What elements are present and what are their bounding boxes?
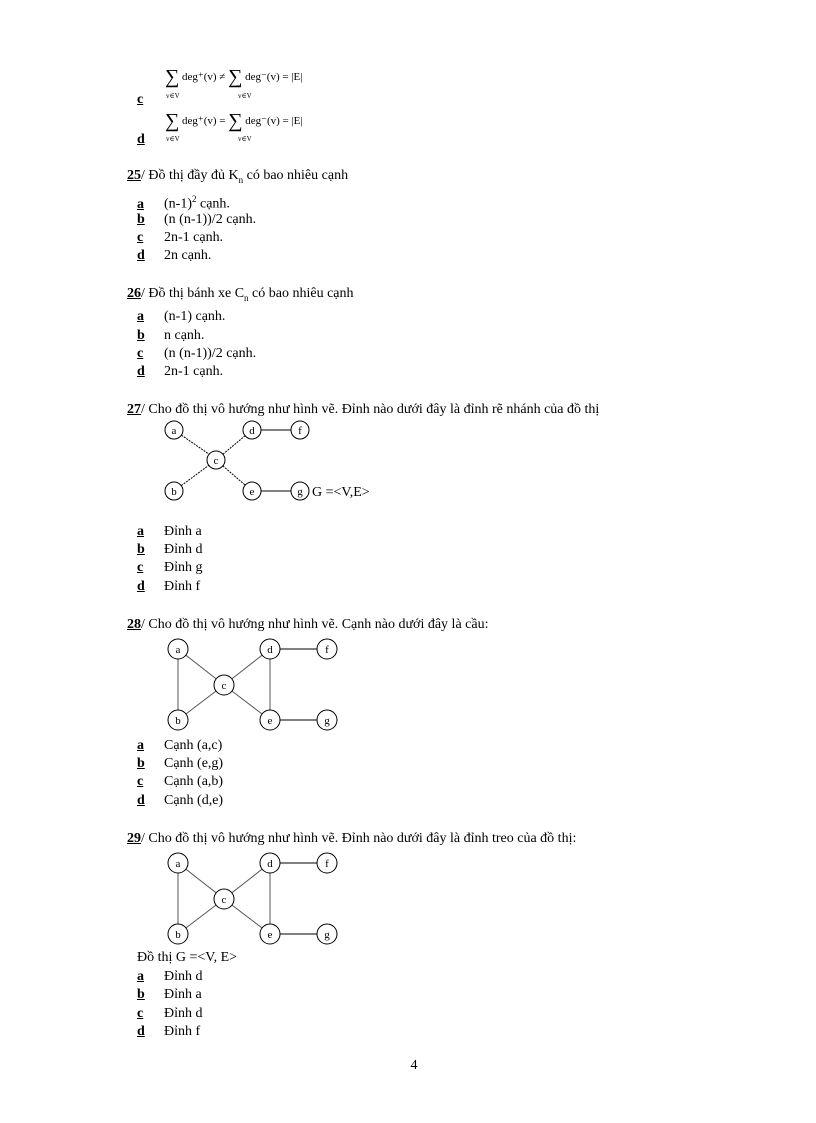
question-text: / Cho đồ thị vô hướng như hình vẽ. Đỉnh nào dưới đây là đỉnh treo của đồ thị:: [141, 831, 577, 846]
option-text: Đỉnh d: [164, 542, 203, 557]
node-f: f: [325, 858, 329, 870]
option-text: Cạnh (a,c): [164, 738, 223, 753]
option-28-a[interactable]: [137, 737, 222, 754]
option-text: (n (n-1))/2 cạnh.: [164, 212, 257, 227]
option-letter: b: [137, 756, 145, 771]
node-a: a: [175, 644, 181, 656]
question-number: 28: [127, 617, 141, 632]
option-letter: b: [137, 542, 145, 557]
formula-c-sub-1: v∈V: [166, 92, 180, 100]
option-sup: 2: [192, 194, 197, 204]
formula-c-lhs: deg⁺(v): [182, 71, 217, 83]
node-e: e: [249, 486, 255, 498]
formula-c-rhs: deg⁻(v) = |E|: [245, 71, 303, 83]
question-26: [127, 285, 354, 307]
node-c: c: [221, 680, 227, 692]
node-b: b: [175, 929, 181, 941]
option-letter: a: [137, 738, 144, 753]
option-29-d[interactable]: [137, 1023, 200, 1040]
option-text: Đỉnh f: [164, 1024, 201, 1039]
graph-caption: Đồ thị G =<V, E>: [137, 950, 238, 965]
option-letter: c: [137, 346, 144, 361]
option-letter: c: [137, 92, 144, 107]
option-29-b[interactable]: [137, 986, 202, 1003]
question-number: 26: [127, 286, 141, 301]
option-letter: c: [137, 560, 144, 575]
option-text: Đỉnh f: [164, 579, 201, 594]
node-c: c: [221, 894, 227, 906]
node-c: c: [213, 455, 219, 467]
option-25-c[interactable]: [137, 229, 223, 246]
option-text: (n-1) cạnh.: [164, 309, 226, 324]
option-28-c[interactable]: [137, 773, 223, 790]
question-28: [127, 616, 488, 633]
option-text: 2n-1 cạnh.: [164, 230, 224, 245]
question-text-pre: / Đồ thị đầy đủ K: [141, 168, 239, 183]
option-29-a[interactable]: [137, 968, 203, 985]
question-number: 25: [127, 168, 141, 183]
option-text: (n (n-1))/2 cạnh.: [164, 346, 257, 361]
option-letter: c: [137, 1006, 144, 1021]
option-text: Đỉnh g: [164, 560, 203, 575]
node-b: b: [175, 715, 181, 727]
formula-c-sub-2: v∈V: [238, 92, 252, 100]
option-letter: d: [137, 132, 145, 147]
node-e: e: [267, 715, 273, 727]
option-text: 2n cạnh.: [164, 248, 212, 263]
question-number: 29: [127, 831, 141, 846]
node-f: f: [325, 644, 329, 656]
node-g: g: [324, 715, 330, 727]
option-letter: a: [137, 309, 144, 324]
option-28-b[interactable]: [137, 755, 223, 772]
formula-d-option[interactable]: [137, 131, 164, 148]
question-number: 27: [127, 402, 141, 417]
question-text-pre: / Đồ thị bánh xe C: [141, 286, 245, 301]
option-letter: a: [137, 524, 144, 539]
option-letter: b: [137, 987, 145, 1002]
option-25-a[interactable]: [137, 191, 230, 213]
question-29: [127, 830, 576, 847]
question-25: [127, 167, 348, 189]
option-text: Cạnh (d,e): [164, 793, 224, 808]
node-e: e: [267, 929, 273, 941]
node-d: d: [267, 858, 273, 870]
node-f: f: [298, 425, 302, 437]
option-text: 2n-1 cạnh.: [164, 364, 224, 379]
node-g: g: [297, 486, 303, 498]
option-26-c[interactable]: [137, 345, 256, 362]
node-a: a: [171, 425, 177, 437]
formula-d-sub-1: v∈V: [166, 135, 180, 143]
option-25-d[interactable]: [137, 247, 211, 264]
option-27-c[interactable]: [137, 559, 203, 576]
option-letter: c: [137, 774, 144, 789]
option-27-b[interactable]: [137, 541, 203, 558]
question-sub: n: [238, 174, 244, 185]
formula-d-eq: =: [219, 115, 226, 127]
option-letter: c: [137, 230, 144, 245]
sum-symbol: ∑: [228, 110, 243, 132]
node-d: d: [249, 425, 255, 437]
option-letter: a: [137, 196, 144, 212]
option-letter: d: [137, 793, 145, 808]
formula-d-lhs: deg⁺(v): [182, 115, 217, 127]
option-26-b[interactable]: [137, 327, 204, 344]
formula-c-option[interactable]: [137, 91, 164, 108]
option-26-a[interactable]: [137, 308, 225, 325]
question-text: / Cho đồ thị vô hướng như hình vẽ. Cạnh nào dưới đây là cầu:: [141, 617, 489, 632]
option-text: Đỉnh a: [164, 987, 202, 1002]
sum-symbol: ∑: [165, 66, 180, 88]
node-a: a: [175, 858, 181, 870]
page-number: 4: [410, 1058, 418, 1073]
option-text: Cạnh (e,g): [164, 756, 224, 771]
question-text-post: có bao nhiêu cạnh: [248, 286, 354, 301]
node-b: b: [171, 486, 177, 498]
node-d: d: [267, 644, 273, 656]
option-letter: b: [137, 328, 145, 343]
question-sub: n: [244, 292, 249, 303]
option-tail: cạnh.: [196, 196, 230, 212]
option-25-b[interactable]: [137, 211, 256, 228]
graph-28: [160, 632, 350, 736]
option-27-d[interactable]: [137, 578, 200, 595]
option-letter: b: [137, 212, 145, 227]
sum-symbol: ∑: [165, 110, 180, 132]
graph-27: [160, 414, 400, 508]
option-text: (n-1): [164, 196, 192, 212]
option-28-d[interactable]: [137, 792, 223, 809]
formula-d: [165, 110, 303, 133]
option-text: Đỉnh d: [164, 969, 203, 984]
sum-symbol: ∑: [228, 66, 243, 88]
question-text: / Cho đồ thị vô hướng như hình vẽ. Đỉnh nào dưới đây là đỉnh rẽ nhánh của đồ thị: [141, 402, 600, 417]
node-g: g: [324, 929, 330, 941]
option-text: Đỉnh a: [164, 524, 202, 539]
option-text: Cạnh (a,b): [164, 774, 224, 789]
option-text: Đỉnh d: [164, 1006, 203, 1021]
option-letter: a: [137, 969, 144, 984]
graph-caption: G =<V,E>: [312, 485, 370, 500]
formula-d-rhs: deg⁻(v) = |E|: [245, 115, 303, 127]
option-letter: d: [137, 579, 145, 594]
formula-c: [165, 66, 302, 89]
option-29-c[interactable]: [137, 1005, 203, 1022]
formula-c-neq: ≠: [219, 71, 226, 83]
graph-29: [160, 846, 350, 950]
option-26-d[interactable]: [137, 363, 223, 380]
option-letter: d: [137, 1024, 145, 1039]
option-text: n cạnh.: [164, 328, 205, 343]
formula-d-sub-2: v∈V: [238, 135, 252, 143]
question-text-post: có bao nhiêu cạnh: [243, 168, 349, 183]
option-letter: d: [137, 364, 145, 379]
option-letter: d: [137, 248, 145, 263]
option-27-a[interactable]: [137, 523, 202, 540]
